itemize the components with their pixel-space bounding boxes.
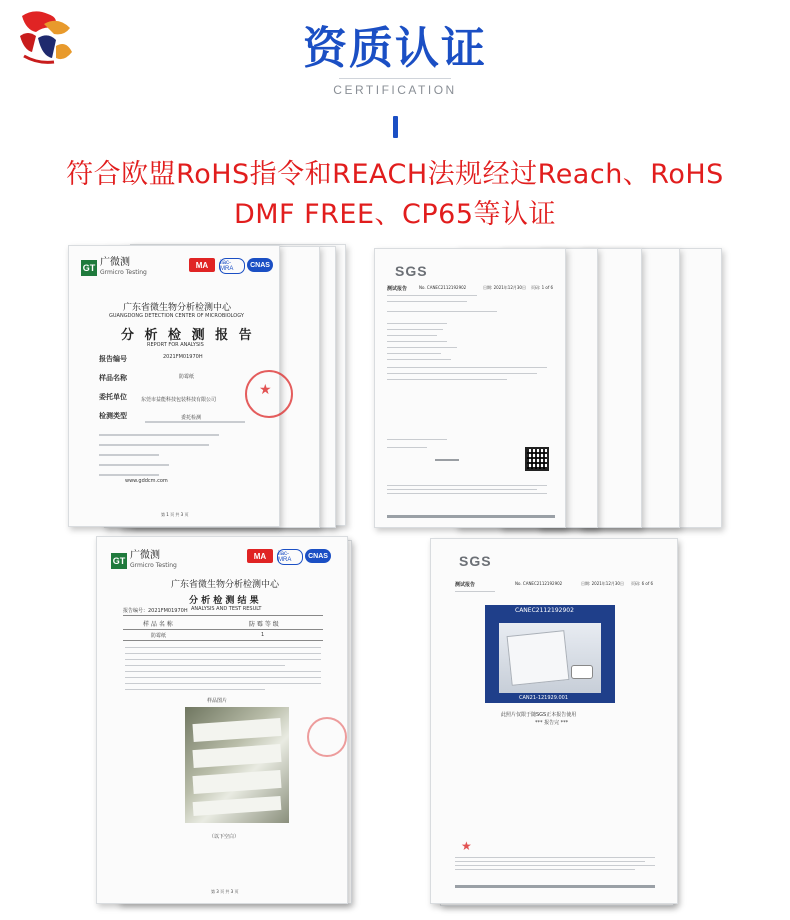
doc1-field-label-2: 样品名称 xyxy=(99,374,127,382)
seal-star-icon: ★ xyxy=(461,839,472,853)
doc1-field-label-1: 报告编号 xyxy=(99,355,127,363)
doc3-col-sample: 样 品 名 称 xyxy=(143,621,173,628)
ilac-badge: ilac-MRA xyxy=(277,549,303,565)
doc1-field-label-4: 检测类型 xyxy=(99,412,127,420)
doc4-date: 日期: 2021年12月30日 xyxy=(581,581,624,586)
doc3-report-result[interactable] xyxy=(96,536,348,904)
page-subtitle: CERTIFICATION xyxy=(333,83,457,97)
doc4-page: 页码: 6 of 6 xyxy=(631,581,654,586)
headline-line-2: DMF FREE、CP65等认证 xyxy=(233,199,557,230)
doc3-photo-label: 样品图片 xyxy=(207,698,228,704)
doc1-field-value-1: 2021FM01970H xyxy=(163,354,203,360)
doc1-center-name: 广东省微生物分析检测中心 xyxy=(123,303,232,313)
doc1-center-en: GUANGDONG DETECTION CENTER OF MICROBIOLOGY xyxy=(109,313,244,319)
doc3-report-no: 报告编号：2021FM01970H xyxy=(123,608,188,614)
doc4-sgs-report[interactable] xyxy=(430,538,678,904)
cnas-badge: CNAS xyxy=(305,549,331,563)
photo-caption-bottom: CAN21-121929.001 xyxy=(519,695,569,701)
doc1-field-value-4: 委托检测 xyxy=(181,415,202,421)
doc3-col-grade: 防 霉 等 级 xyxy=(249,621,279,628)
ilac-badge: ilac-MRA xyxy=(219,258,245,274)
doc4-end: *** 报告完 *** xyxy=(535,720,569,726)
doc1-report-title-en: REPORT FOR ANALYSIS xyxy=(147,342,204,348)
gt-brand-name: 广微测 xyxy=(130,550,160,561)
doc4-report-no: No. CANEC2112192902 xyxy=(515,581,563,586)
qr-code xyxy=(525,447,549,471)
sample-photo xyxy=(185,707,289,823)
doc1-field-value-3: 东莞市益能科技包装科技有限公司 xyxy=(141,397,217,403)
gt-logo xyxy=(111,551,177,571)
cma-badge: MA xyxy=(189,258,215,272)
doc3-end: （以下空白） xyxy=(209,834,240,840)
doc1-website: www.gddcm.com xyxy=(125,478,168,484)
doc1-report-cover[interactable] xyxy=(68,245,280,527)
cma-badge: MA xyxy=(247,549,273,563)
doc2-sgs-report[interactable] xyxy=(374,248,566,528)
headline-line-1: 符合欧盟RoHS指令和REACH法规经过Reach、RoHS xyxy=(66,159,724,190)
doc2-date: 日期: 2021年12月30日 xyxy=(483,285,526,290)
gt-logo-icon: GT xyxy=(111,553,127,569)
photo-caption-top: CANEC2112192902 xyxy=(515,607,574,614)
doc3-page-number: 第 3 页 共 3 页 xyxy=(211,889,239,894)
red-seal xyxy=(307,717,347,757)
gt-logo xyxy=(81,258,147,278)
doc2-report-label: 测试报告 xyxy=(387,286,408,292)
gt-brand-en: Grmicro Testing xyxy=(130,562,177,569)
cnas-badge: CNAS xyxy=(247,258,273,272)
doc2-footer xyxy=(387,515,555,518)
doc1-field-value-2: 防霉纸 xyxy=(179,374,195,380)
doc3-report-title-en: ANALYSIS AND TEST RESULT xyxy=(191,606,262,612)
doc3-row-grade: 1 xyxy=(261,632,265,638)
doc3-row-sample: 防霉纸 xyxy=(151,633,167,639)
doc4-sgs-logo: SGS xyxy=(459,553,492,569)
doc1-field-label-3: 委托单位 xyxy=(99,393,127,401)
doc2-page: 页码: 1 of 6 xyxy=(531,285,554,290)
doc1-report-title: 分 析 检 测 报 告 xyxy=(121,328,255,343)
doc4-footer xyxy=(455,885,655,888)
doc4-photo-note: 此照片仅限于随SGS正本报告使用 xyxy=(501,712,577,718)
doc2-report-no: No. CANEC2112192902 xyxy=(419,285,467,290)
title-divider xyxy=(339,78,451,79)
page-title: 资质认证 xyxy=(303,23,487,74)
doc2-sgs-logo: SGS xyxy=(395,263,428,279)
gt-brand-en: Grmicro Testing xyxy=(100,269,147,276)
doc1-page-number: 第 1 页 共 3 页 xyxy=(161,512,189,517)
accent-bar xyxy=(393,116,398,138)
gt-brand-name: 广微测 xyxy=(100,257,130,268)
doc3-report-title: 分 析 检 测 结 果 xyxy=(189,596,259,606)
gt-logo-icon: GT xyxy=(81,260,97,276)
doc4-report-label: 测试报告 xyxy=(455,582,476,588)
seal-star-icon: ★ xyxy=(259,382,272,398)
product-photo xyxy=(485,605,615,703)
doc3-center-name: 广东省微生物分析检测中心 xyxy=(171,580,280,590)
